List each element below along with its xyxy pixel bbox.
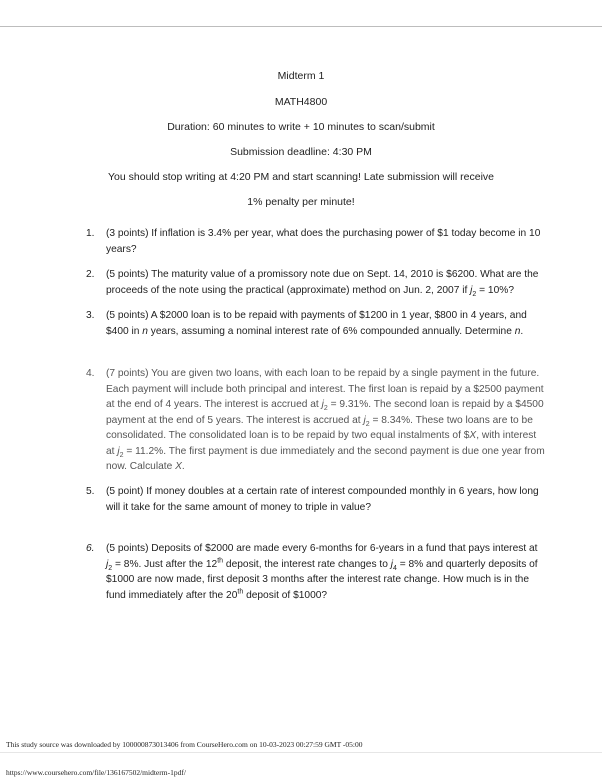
question-text: (5 points) A $2000 loan is to be repaid with payments of $1200 in 1 year, $800 in 4 years, and $400 in n years, assuming a nominal interest rate of 6% compounded annually. Determine n. (106, 310, 527, 337)
question-text: (3 points) If inflation is 3.4% per year, what does the purchasing power of $1 today become in 10 years? (106, 228, 541, 255)
question-6 (86, 541, 546, 603)
question-1 (86, 226, 546, 257)
warning-line-1: You should stop writing at 4:20 PM and start scanning! Late submission will receive (108, 171, 494, 183)
question-text: (7 points) You are given two loans, with each loan to be repaid by a single payment in the future. Each payment will include both principal and interest. The first loan is repaid by a $2500 payment at the end of 4 years. The interest is accrued at $j_2 = 9.31\%$. The second loan is repaid by a $4500 payment at the end of 5 years. The interest is accrued at $j_2 = 8.34\%$. These two loans are to be consolidated. The consolidated loan is to be repaid by two equal instalments of $X, with interest at $j_2 = 11.2\%$. The first payment is due immediately and the second payment is due one year from now. Calculate X. (106, 368, 545, 472)
duration-line: Duration: 60 minutes to write + 10 minutes to scan/submit (167, 121, 435, 133)
question-5 (86, 484, 546, 515)
course-code: MATH4800 (274, 96, 328, 108)
top-divider (0, 26, 602, 27)
question-3 (86, 308, 546, 339)
question-number: 5. (86, 486, 95, 497)
question-number: 3. (86, 310, 95, 321)
question-text: (5 points) The maturity value of a promissory note due on Sept. 14, 2010 is $6200. What are the proceeds of the note using the practical (approximate) method on Jun. 2, 2007 if $j_2 = 10\%$? (106, 269, 539, 298)
question-number: 6. (86, 543, 95, 554)
question-text: (5 points) Deposits of $2000 are made every 6-months for 6-years in a fund that pays interest at $j_2 = 8\%$. Just after the 12th deposit, the interest rate changes to $j_4 = 8\%$ and quarterly deposits of $1000 are now made, first deposit 3 months after the interest rate change. How much is in the fund immediately after the 20th deposit of $1000? (106, 543, 538, 601)
question-text: (5 point) If money doubles at a certain rate of interest compounded monthly in 6 years, how long will it take for the same amount of money to triple in value? (106, 486, 539, 513)
exam-title: Midterm 1 (277, 70, 325, 82)
question-4 (86, 366, 546, 475)
source-url[interactable]: https://www.coursehero.com/file/136167502/midterm-1pdf/ (6, 768, 186, 777)
question-number: 4. (86, 368, 95, 379)
question-2 (86, 267, 546, 298)
question-number: 1. (86, 228, 95, 239)
warning-line-2: 1% penalty per minute! (247, 196, 355, 208)
download-source-note: This study source was downloaded by 100000873013406 from CourseHero.com on 10-03-2023 00:27:59 GMT -05:00 (6, 740, 363, 749)
bottom-divider (0, 752, 602, 753)
deadline-line: Submission deadline: 4:30 PM (230, 146, 372, 158)
question-number: 2. (86, 269, 95, 280)
